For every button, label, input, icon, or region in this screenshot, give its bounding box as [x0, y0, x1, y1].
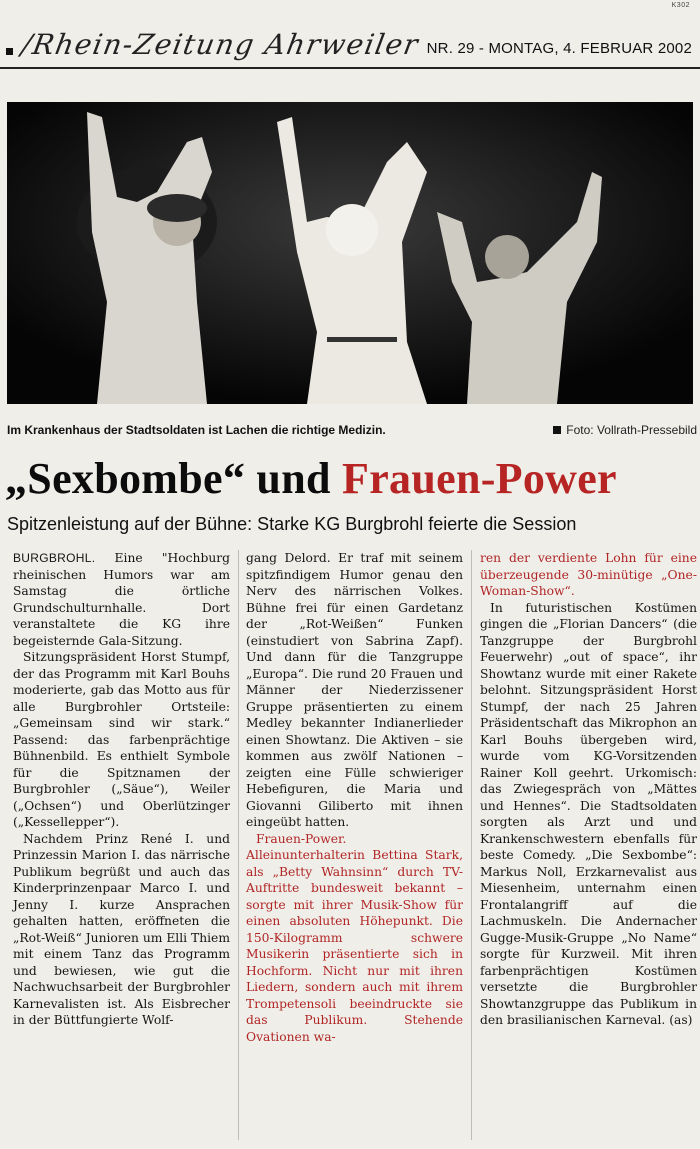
- headline-part-1: „Sexbombe“ und: [5, 454, 343, 503]
- masthead-rule: [0, 67, 700, 69]
- caption-text: Im Krankenhaus der Stadtsoldaten ist Lachen die richtige Medizin.: [7, 423, 386, 437]
- headline: [5, 455, 695, 503]
- paragraph: gang Delord. Er traf mit seinem spitzfindigem Humor genau den Nerv des närrischen Volkes. Bühne frei für einen Gardetanz der „Rot-Weißen“ Funken (einstudiert von Sabrina Zapf). Und dann für die Tanzgruppe „Europa“. Die rund 20 Frauen und Männer der Niederzissener Gruppe präsentierten zu einem Medley bekannter Indianerlieder einen Showtanz. Die Aktiven – sie kommen aus zwölf Nationen – zeigten eine Fülle schwieriger Hebefiguren, die Maria und Giovanni Giliberto mit ihnen eingeübt hatten.: [246, 551, 463, 829]
- paragraph: Nachdem Prinz René I. und Prinzessin Marion I. das närrische Publikum begrüßt und auch das Kinderprinzenpaar Marco I. und Jenny I. kurze Ansprachen gehalten hatten, eröffneten die „Rot-Weiß“ Junioren um Elli Thiem mit einem Tanz das Programm und bewiesen, wie gut die Nachwuchsarbeit der Burgbrohler Karnevalisten ist. Als Eisbrecher in der Büttfungierte Wolf-: [13, 831, 230, 1027]
- subheadline: Spitzenleistung auf der Bühne: Starke KG Burgbrohl feierte die Session: [7, 514, 577, 534]
- page-code: K302: [671, 2, 690, 9]
- photo-credit: Foto: Vollrath-Pressebild: [553, 423, 697, 437]
- article-photo: [7, 102, 693, 404]
- headline-part-2: Frauen-Power: [342, 454, 617, 503]
- paragraph: In futuristischen Kostümen gingen die „Florian Dancers“ (die Tanzgruppe der Burgbrohl Feuerwehr) „out of space“, ihr Showtanz wurde mit einer Rakete belohnt. Sitzungspräsident Horst Stumpf, der nach 25 Jahren Präsidentschaft das Mikrophon an Karl Bouhs übergeben wird, wurde vom KG-Vorsitzenden Rainer Koll geehrt. Urkomisch: das Zwiegespräch von „Mättes und Hennes“. Die Stadtsoldaten sorgten als Arzt und und Krankenschwestern ebenfalls für beste Comedy. „Die Sexbombe“: Markus Noll, Erzkarnevalist aus Miesenheim, unternahm einen Frontalangriff auf die Lachmuskeln. Die Andernacher Gugge-Musik-Gruppe „No Name“ sorgte für Kurzweil. Mit ihren farbenprächtigen Kostümen versetzte die Burgbrohler Showtanzgruppe das Publikum in den brasilianischen Karneval. (as): [480, 600, 697, 1027]
- newspaper-handwritten-title: /Rhein-Zeitung Ahrweiler: [19, 28, 422, 61]
- paragraph-highlight: Frauen-Power. Alleinunterhalterin Bettina Stark, als „Betty Wahnsinn“ durch TV-Auftritte bundesweit bekannt – sorgte mit ihrer Musik-Show für einen absoluten Höhepunkt. Die 150-Kilogramm schwere Musikerin präsentierte sich in Hochform. Nicht nur mit ihren Liedern, sondern auch mit ihrem Trompetensoli beeindruckte sie das Publikum. Stehende Ovationen wa-: [246, 831, 463, 1044]
- bullet-mark: [6, 48, 13, 55]
- article-column-3: [480, 550, 697, 1029]
- stage-photo-illustration: [7, 102, 693, 404]
- paragraph: [13, 550, 230, 649]
- masthead: [0, 14, 700, 68]
- paragraph-highlight: ren der verdiente Lohn für eine überzeugende 30-minütige „One-Woman-Show“.: [480, 551, 697, 598]
- photo-caption: [7, 423, 697, 437]
- column-separator: [471, 550, 472, 1140]
- column-separator: [238, 550, 239, 1140]
- dateline: BURGBROHL.: [13, 551, 96, 565]
- article-column-1: [13, 550, 230, 1029]
- issue-date: NR. 29 - MONTAG, 4. FEBRUAR 2002: [426, 40, 692, 57]
- article-column-2: [246, 550, 463, 1045]
- paragraph-text: Eine "Hochburg rheinischen Humors war am Samstag die örtliche Grundschulturnhalle. Dort veranstaltete die KG ihre begeisternde Gala-Sitzung.: [13, 551, 230, 648]
- paragraph: Sitzungspräsident Horst Stumpf, der das Programm mit Karl Bouhs moderierte, gab das Motto aus für alle Burgbrohler Ortsteile: „Gemeinsam sind wir stark.“ Passend: das farbenprächtige Bühnenbild. Es enthielt Symbole für die Spitznamen der Burgbrohler („Säue“), Weiler („Ochsen“) und Oberlützinger („Kessellepper“).: [13, 650, 230, 829]
